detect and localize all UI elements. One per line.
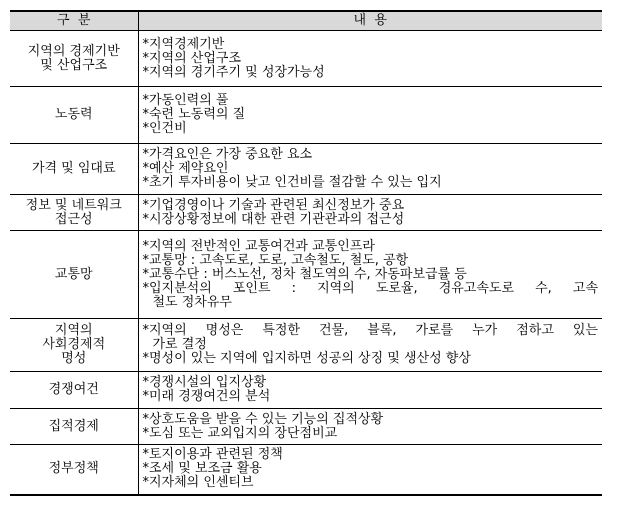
table-row [10,372,602,409]
content-line: *미래 경쟁여건의 분석 [142,389,271,404]
row-category: 정보 및 네트워크 접근성 [10,195,138,231]
content-line: 철도 정차유무 [152,294,232,310]
content-line: *지자체의 인센티브 [142,475,254,491]
row-category: 경쟁여건 [10,372,138,409]
row-category: 정부정책 [10,445,138,495]
row-content [138,445,602,495]
content-line: *예산 제약요인 [142,161,229,176]
content-line: *지역의 경기주기 및 성장가능성 [142,64,325,80]
header-content: 내 용 [138,11,602,31]
location-factors-table [10,10,602,496]
content-line: *입지분석의 포인트 : 지역의 도로율, 경유고속도로 수, 고속 [142,280,598,296]
row-content [138,195,602,231]
row-category: 교통망 [10,231,138,319]
row-content [138,319,602,372]
content-line: *조세 및 보조금 활용 [142,461,262,477]
row-category: 지역의 사회경제적 명성 [10,319,138,372]
content-line: *기업경영이나 기술과 관련된 최신정보가 중요 [142,197,405,213]
content-line: *시장상황정보에 대한 관련 기관관과의 접근성 [142,211,405,227]
row-category: 노동력 [10,87,138,144]
header-row [10,11,602,31]
content-line: *교통수단 : 버스노선, 정차 철도역의 수, 자동파보급률 등 [142,266,467,282]
table-row [10,231,602,319]
table-row [10,144,602,195]
content-line: *교통망 : 고속도로, 도로, 고속철도, 철도, 공항 [142,252,409,268]
content-line: *지역경제기반 [142,36,225,52]
content-line: *경쟁시설의 입지상황 [142,375,267,390]
content-line: *가동인력의 풀 [142,93,229,108]
content-line: *상호도움을 받을 수 있는 기능의 집적상황 [142,411,384,427]
table-row [10,445,602,495]
content-line: *가격요인은 가장 중요한 요소 [142,147,313,162]
content-line: *지역의 산업구조 [142,50,242,66]
header-category: 구 분 [10,11,138,31]
content-line: *명성이 있는 지역에 입지하면 성공의 상징 및 생산성 향상 [142,351,471,366]
content-line: *지역의 전반적인 교통여건과 교통인프라 [142,238,375,254]
row-category: 집적경제 [10,409,138,445]
content-line: *토지이용과 관련된 정책 [142,447,283,463]
row-content [138,87,602,144]
row-category: 지역의 경제기반 및 산업구조 [10,31,138,87]
content-line: *도심 또는 교외입지의 장단점비교 [142,425,338,441]
row-content [138,409,602,445]
table-row [10,31,602,87]
row-content [138,31,602,87]
content-line: *지역의 명성은 특정한 건물, 블록, 가로를 누가 점하고 있는 [142,323,598,338]
table-row [10,87,602,144]
content-line: *숙련 노동력의 질 [142,107,246,122]
content-line: *초기 투자비용이 낮고 인건비를 절감할 수 있는 입지 [142,175,442,190]
table-row [10,409,602,445]
content-line: 가로 결정 [152,337,207,352]
row-content [138,372,602,409]
row-content [138,231,602,319]
content-line: *인건비 [142,121,187,136]
table-row [10,195,602,231]
table-row [10,319,602,372]
row-content [138,144,602,195]
row-category: 가격 및 임대료 [10,144,138,195]
